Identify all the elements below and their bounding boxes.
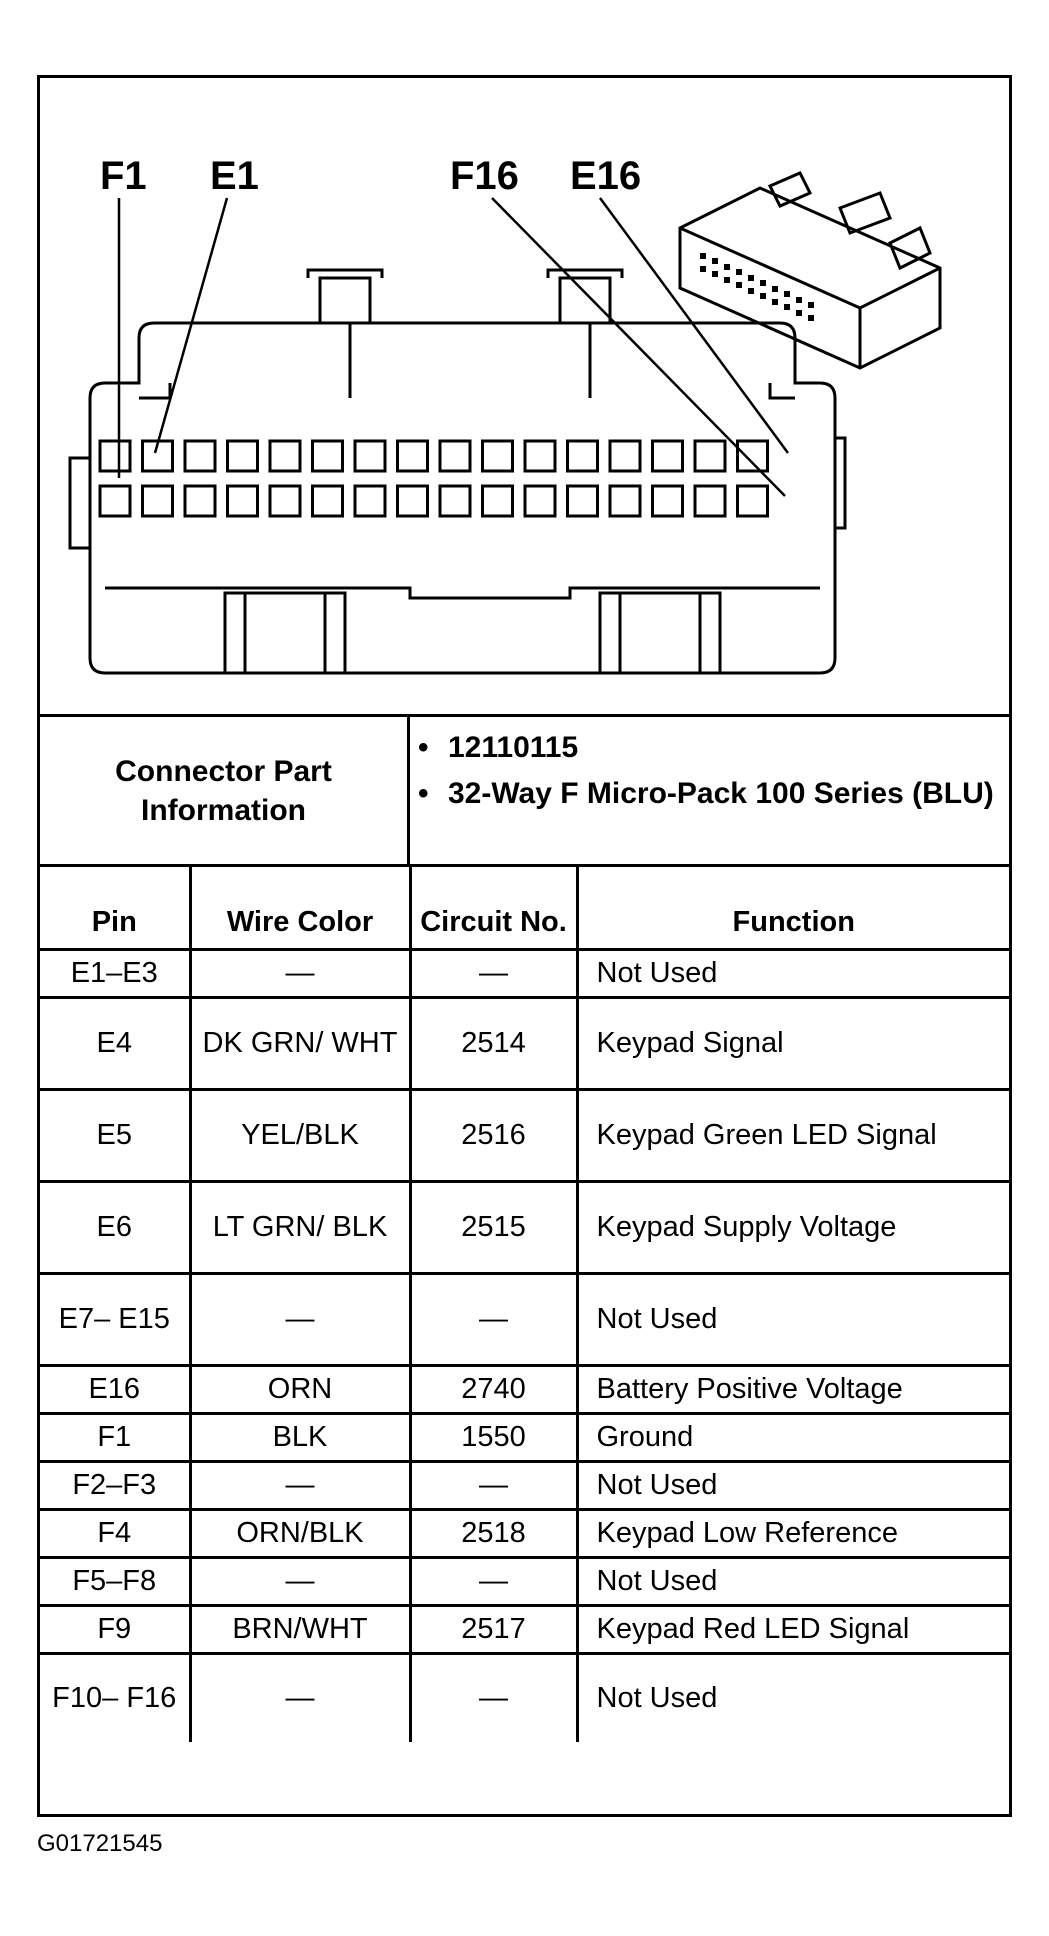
circuit-no-cell: 2515	[410, 1182, 577, 1274]
function-cell: Keypad Red LED Signal	[577, 1606, 1009, 1654]
pin-label-f1: F1	[100, 154, 147, 198]
pin-cavity	[185, 441, 215, 471]
pin-cavity	[355, 441, 385, 471]
pin-cavity	[440, 441, 470, 471]
pin-cavity	[525, 441, 555, 471]
function-cell: Keypad Supply Voltage	[577, 1182, 1009, 1274]
pin-cell: F10– F16	[40, 1654, 190, 1742]
pin-cell: E16	[40, 1366, 190, 1414]
table-row	[40, 1274, 1009, 1366]
circuit-no-cell: 2740	[410, 1366, 577, 1414]
pin-cavity	[143, 486, 173, 516]
function-cell: Not Used	[577, 950, 1009, 998]
function-cell: Keypad Low Reference	[577, 1510, 1009, 1558]
pin-cavity	[653, 486, 683, 516]
connector-diagram	[40, 78, 1009, 714]
pin-cavity	[440, 486, 470, 516]
pin-cavity	[653, 441, 683, 471]
pin-cavity	[695, 486, 725, 516]
pin-label-e1: E1	[210, 154, 259, 198]
pin-cavity	[738, 486, 768, 516]
function-cell: Not Used	[577, 1558, 1009, 1606]
pin-cell: E6	[40, 1182, 190, 1274]
connector-info-item	[418, 775, 998, 813]
pin-cell: E7– E15	[40, 1274, 190, 1366]
pin-cavity	[270, 441, 300, 471]
wire-color-cell: —	[190, 1558, 410, 1606]
header-pin: Pin	[40, 866, 190, 950]
pin-label-e16: E16	[570, 154, 642, 198]
pin-cavity	[568, 441, 598, 471]
circuit-no-cell: 2517	[410, 1606, 577, 1654]
circuit-no-cell: —	[410, 1654, 577, 1742]
connector-part-number: 12110115	[448, 731, 579, 764]
pin-cell: E5	[40, 1090, 190, 1182]
function-cell: Keypad Signal	[577, 998, 1009, 1090]
table-row	[40, 1414, 1009, 1462]
wire-color-cell: BLK	[190, 1414, 410, 1462]
table-row	[40, 1182, 1009, 1274]
table-row	[40, 1090, 1009, 1182]
circuit-no-cell: 2514	[410, 998, 577, 1090]
pin-cavity	[610, 486, 640, 516]
function-cell: Battery Positive Voltage	[577, 1366, 1009, 1414]
pin-cell: F9	[40, 1606, 190, 1654]
table-row	[40, 1462, 1009, 1510]
circuit-no-cell: 2516	[410, 1090, 577, 1182]
pin-label-f16: F16	[450, 154, 519, 198]
pin-table	[40, 864, 1009, 1742]
pin-cavity	[483, 441, 513, 471]
header-circuit-no: Circuit No.	[410, 866, 577, 950]
pin-cell: F4	[40, 1510, 190, 1558]
function-cell: Ground	[577, 1414, 1009, 1462]
pin-cavity	[525, 486, 555, 516]
connector-info-item	[418, 729, 998, 767]
table-row	[40, 1366, 1009, 1414]
wire-color-cell: ORN/BLK	[190, 1510, 410, 1558]
wire-color-cell: BRN/WHT	[190, 1606, 410, 1654]
wire-color-cell: DK GRN/ WHT	[190, 998, 410, 1090]
pin-cavity	[100, 441, 130, 471]
circuit-no-cell: 2518	[410, 1510, 577, 1558]
pin-cavity	[568, 486, 598, 516]
table-header-row	[40, 866, 1009, 950]
wire-color-cell: —	[190, 1654, 410, 1742]
bullet-icon: •	[418, 731, 429, 764]
table-row	[40, 1510, 1009, 1558]
connector-part-information	[40, 714, 1009, 864]
pin-cavity	[185, 486, 215, 516]
pin-cell: F5–F8	[40, 1558, 190, 1606]
pin-cavity	[100, 486, 130, 516]
connector-sheet	[37, 75, 1012, 1817]
pin-cavity	[738, 441, 768, 471]
connector-info-title: Connector Part Information	[40, 717, 410, 864]
circuit-no-cell: —	[410, 1274, 577, 1366]
pin-cavity	[228, 486, 258, 516]
connector-face-drawing	[40, 78, 1009, 714]
pin-cavity	[313, 486, 343, 516]
header-function: Function	[577, 866, 1009, 950]
pin-cavity	[483, 486, 513, 516]
wire-color-cell: —	[190, 950, 410, 998]
circuit-no-cell: 1550	[410, 1414, 577, 1462]
function-cell: Keypad Green LED Signal	[577, 1090, 1009, 1182]
pin-cavity	[398, 486, 428, 516]
circuit-no-cell: —	[410, 1462, 577, 1510]
table-row	[40, 1654, 1009, 1742]
pin-cavity	[355, 486, 385, 516]
leader-line-e16	[600, 198, 788, 453]
function-cell: Not Used	[577, 1654, 1009, 1742]
function-cell: Not Used	[577, 1274, 1009, 1366]
function-cell: Not Used	[577, 1462, 1009, 1510]
pin-cell: E1–E3	[40, 950, 190, 998]
circuit-no-cell: —	[410, 950, 577, 998]
connector-description: 32-Way F Micro-Pack 100 Series (BLU)	[448, 777, 994, 811]
pin-cell: F1	[40, 1414, 190, 1462]
wire-color-cell: ORN	[190, 1366, 410, 1414]
pin-cavity	[270, 486, 300, 516]
circuit-no-cell: —	[410, 1558, 577, 1606]
wire-color-cell: YEL/BLK	[190, 1090, 410, 1182]
figure-id: G01721545	[37, 1830, 163, 1857]
pin-cavity	[610, 441, 640, 471]
pin-cell: E4	[40, 998, 190, 1090]
pin-cell: F2–F3	[40, 1462, 190, 1510]
wire-color-cell: —	[190, 1274, 410, 1366]
pin-cavity	[398, 441, 428, 471]
table-row	[40, 950, 1009, 998]
table-row	[40, 998, 1009, 1090]
pin-cavity	[695, 441, 725, 471]
header-wire-color: Wire Color	[190, 866, 410, 950]
wire-color-cell: —	[190, 1462, 410, 1510]
wire-color-cell: LT GRN/ BLK	[190, 1182, 410, 1274]
connector-info-list	[418, 729, 998, 814]
table-row	[40, 1558, 1009, 1606]
pin-cavity	[313, 441, 343, 471]
bullet-icon: •	[418, 777, 429, 811]
leader-line-e1	[155, 198, 227, 453]
pin-cavity	[228, 441, 258, 471]
table-row	[40, 1606, 1009, 1654]
